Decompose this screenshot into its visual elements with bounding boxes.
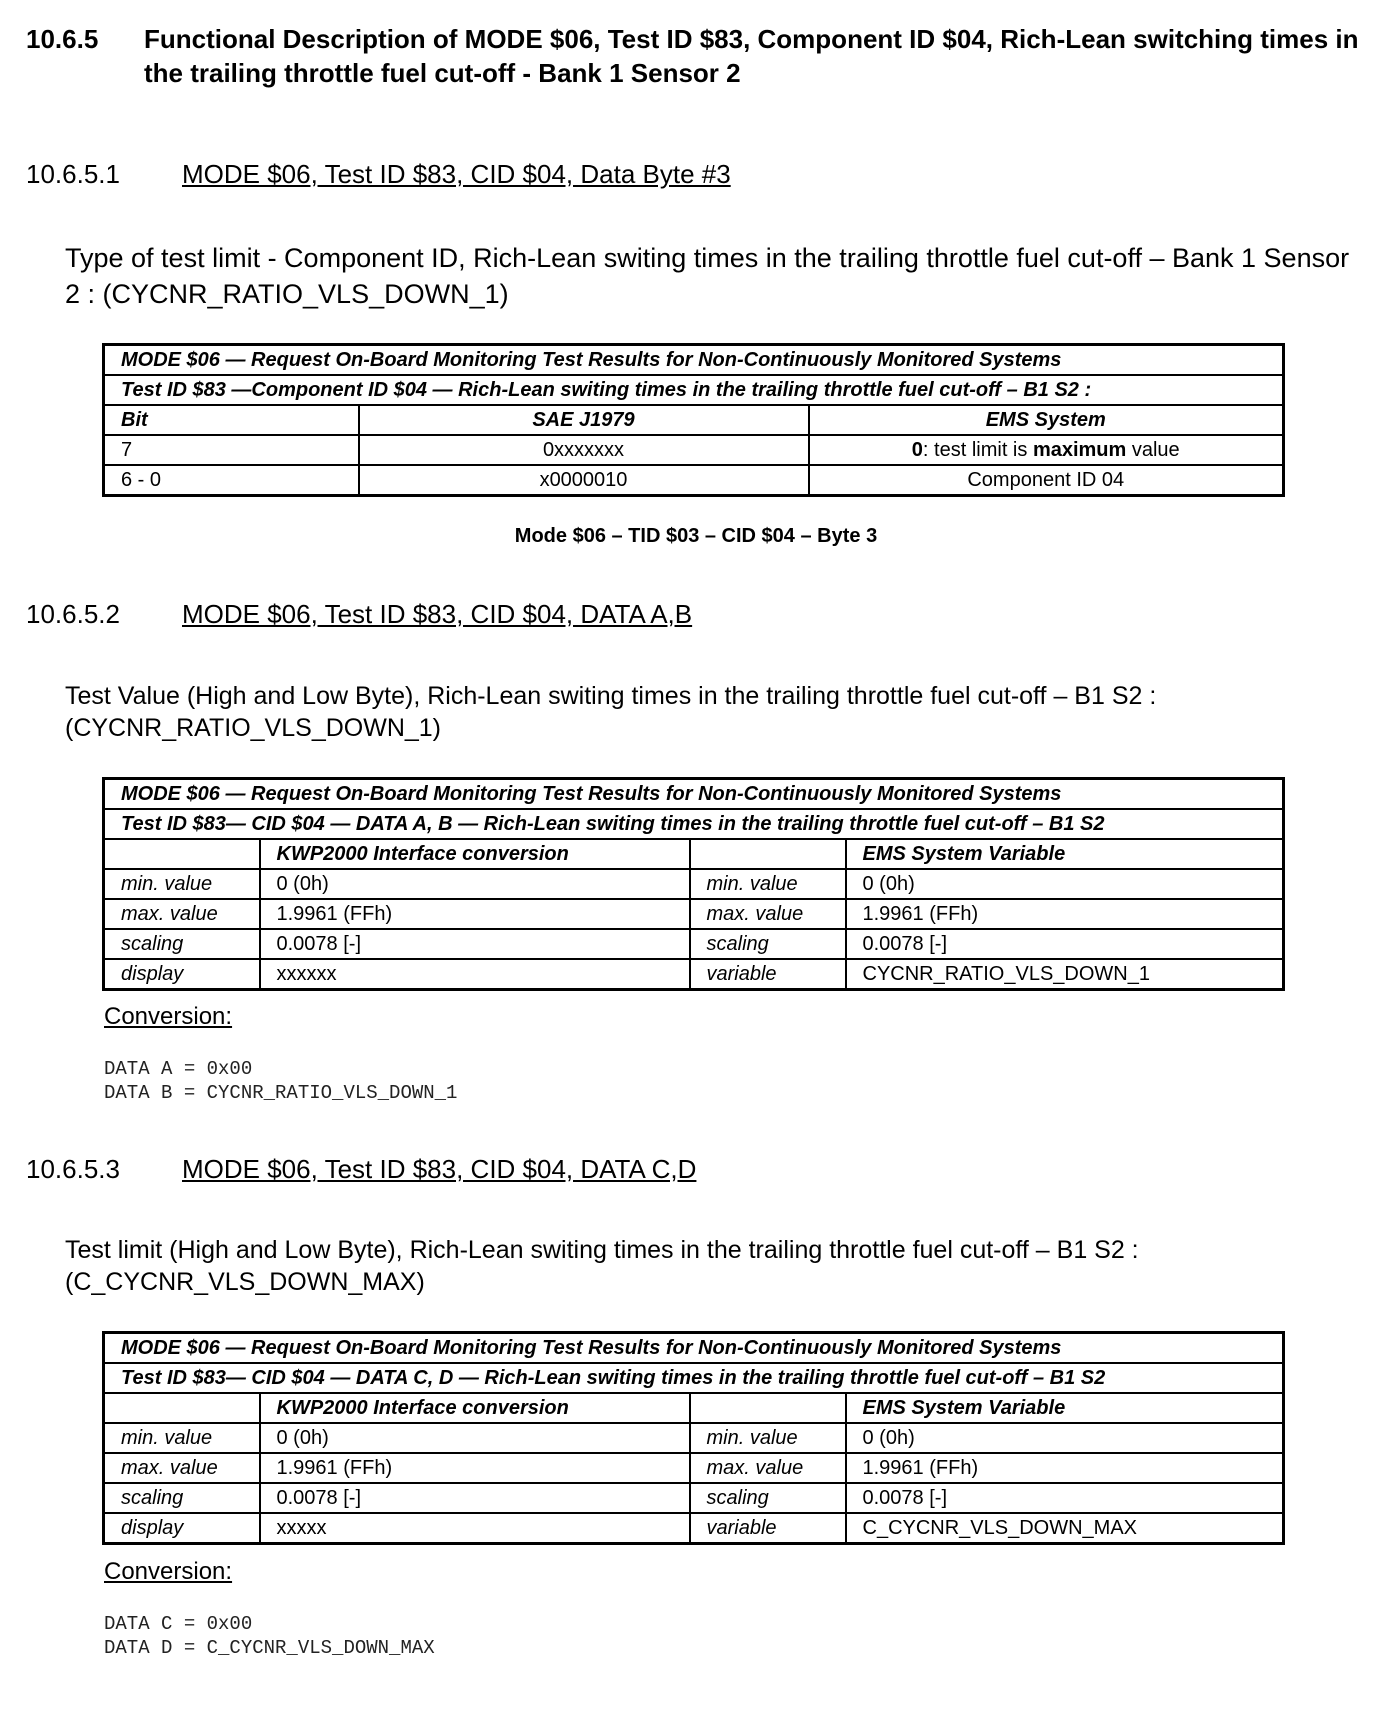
header-blank [104,839,260,869]
value-cell: 0 (0h) [260,1423,690,1453]
header-kwp: KWP2000 Interface conversion [260,1393,690,1423]
section2-table [102,777,1285,991]
table-row [104,1453,1284,1483]
section3-code-line1: DATA C = 0x00 [104,1613,253,1635]
label-cell: scaling [690,929,846,959]
header-blank [690,1393,846,1423]
value-cell: 1.9961 (FFh) [846,899,1284,929]
table-row [104,959,1284,990]
value-cell: xxxxx [260,1513,690,1544]
section2-conversion-label: Conversion: [104,1003,233,1030]
bit-cell: 7 [104,435,359,465]
table-subtitle: Test ID $83 —Component ID $04 — Rich-Lean switing times in the trailing throttle fuel cut-off – B1 S2 : [104,375,1284,405]
section3-code-line2: DATA D = C_CYCNR_VLS_DOWN_MAX [104,1637,435,1659]
table-title: MODE $06 — Request On-Board Monitoring Test Results for Non-Continuously Monitored Systems [104,779,1284,810]
value-cell: 0.0078 [-] [846,929,1284,959]
table-subtitle: Test ID $83— CID $04 — DATA A, B — Rich-Lean switing times in the trailing throttle fuel cut-off – B1 S2 [104,809,1284,839]
table-row [104,899,1284,929]
value-cell: 0.0078 [-] [260,929,690,959]
table-row [104,1423,1284,1453]
ems-post: value [1126,439,1180,461]
table-row [104,465,1284,496]
section3-number: 10.6.5.3 [26,1154,120,1184]
label-cell: max. value [104,899,260,929]
section1-heading [26,158,731,190]
section2-code-line1: DATA A = 0x00 [104,1058,253,1080]
header-ems: EMS System Variable [846,839,1284,869]
main-heading-text: Functional Description of MODE $06, Test ID $83, Component ID $04, Rich-Lean switching times in the trailing throttle fuel cut-off - Bank 1 Sensor 2 [144,24,1359,88]
section2-paragraph: Test Value (High and Low Byte), Rich-Lean switing times in the trailing throttle fuel cut-off – B1 S2 : (CYCNR_RATIO_VLS_DOWN_1) [65,682,1157,742]
label-cell: min. value [104,1423,260,1453]
section3-conversion-label: Conversion: [104,1558,233,1585]
section1-number: 10.6.5.1 [26,159,120,189]
label-cell: max. value [104,1453,260,1483]
section3-table [102,1331,1285,1545]
label-cell: min. value [104,869,260,899]
label-cell: scaling [104,929,260,959]
section2-code-line2: DATA B = CYCNR_RATIO_VLS_DOWN_1 [104,1082,458,1104]
bit-cell: 6 - 0 [104,465,359,496]
label-cell: scaling [104,1483,260,1513]
table-row [104,435,1284,465]
ems-cell: Component ID 04 [809,465,1284,496]
main-heading-number: 10.6.5 [26,24,99,54]
table-row [104,869,1284,899]
table-header-bit: Bit [104,405,359,435]
value-cell: xxxxxx [260,959,690,990]
value-cell: 0 (0h) [260,869,690,899]
table-caption: Mode $06 – TID $03 – CID $04 – Byte 3 [514,525,878,547]
label-cell: variable [690,959,846,990]
label-cell: min. value [690,869,846,899]
section2-heading [26,598,692,630]
label-cell: max. value [690,899,846,929]
value-cell: 1.9961 (FFh) [846,1453,1284,1483]
value-cell: 0 (0h) [846,869,1284,899]
section1-paragraph: Type of test limit - Component ID, Rich-Lean switing times in the trailing throttle fuel cut-off – Bank 1 Sensor 2 : (CYCNR_RATIO_VLS_DOWN_1) [65,243,1350,309]
header-blank [690,839,846,869]
value-cell: C_CYCNR_VLS_DOWN_MAX [846,1513,1284,1544]
sae-cell: 0xxxxxxx [359,435,809,465]
section2-title: MODE $06, Test ID $83, CID $04, DATA A,B [182,599,693,629]
label-cell: scaling [690,1483,846,1513]
section1-title: MODE $06, Test ID $83, CID $04, Data Byte #3 [182,159,731,189]
section1-table [102,343,1285,497]
header-ems: EMS System Variable [846,1393,1284,1423]
table-row [104,1513,1284,1544]
ems-bold-zero: 0 [911,439,923,461]
header-blank [104,1393,260,1423]
label-cell: min. value [690,1423,846,1453]
section3-paragraph: Test limit (High and Low Byte), Rich-Lean switing times in the trailing throttle fuel cut-off – B1 S2 : (C_CYCNR_VLS_DOWN_MAX) [65,1236,1139,1296]
table-row [104,929,1284,959]
section3-title: MODE $06, Test ID $83, CID $04, DATA C,D [182,1154,697,1184]
section3-heading [26,1153,696,1185]
value-cell: 1.9961 (FFh) [260,1453,690,1483]
ems-bold-max: maximum [1032,439,1127,461]
label-cell: max. value [690,1453,846,1483]
value-cell: 0.0078 [-] [846,1483,1284,1513]
label-cell: display [104,1513,260,1544]
value-cell: CYCNR_RATIO_VLS_DOWN_1 [846,959,1284,990]
sae-cell: x0000010 [359,465,809,496]
header-kwp: KWP2000 Interface conversion [260,839,690,869]
ems-pre: : test limit is [922,439,1033,461]
table-title: MODE $06 — Request On-Board Monitoring Test Results for Non-Continuously Monitored Systems [104,1333,1284,1364]
value-cell: 1.9961 (FFh) [260,899,690,929]
table-subtitle: Test ID $83— CID $04 — DATA C, D — Rich-Lean switing times in the trailing throttle fuel cut-off – B1 S2 [104,1363,1284,1393]
table-header-sae: SAE J1979 [359,405,809,435]
ems-cell [809,435,1284,465]
label-cell: variable [690,1513,846,1544]
table-row [104,1483,1284,1513]
section2-number: 10.6.5.2 [26,599,120,629]
table-header-ems: EMS System [809,405,1284,435]
label-cell: display [104,959,260,990]
value-cell: 0 (0h) [846,1423,1284,1453]
value-cell: 0.0078 [-] [260,1483,690,1513]
table-title: MODE $06 — Request On-Board Monitoring Test Results for Non-Continuously Monitored Systems [104,345,1284,376]
